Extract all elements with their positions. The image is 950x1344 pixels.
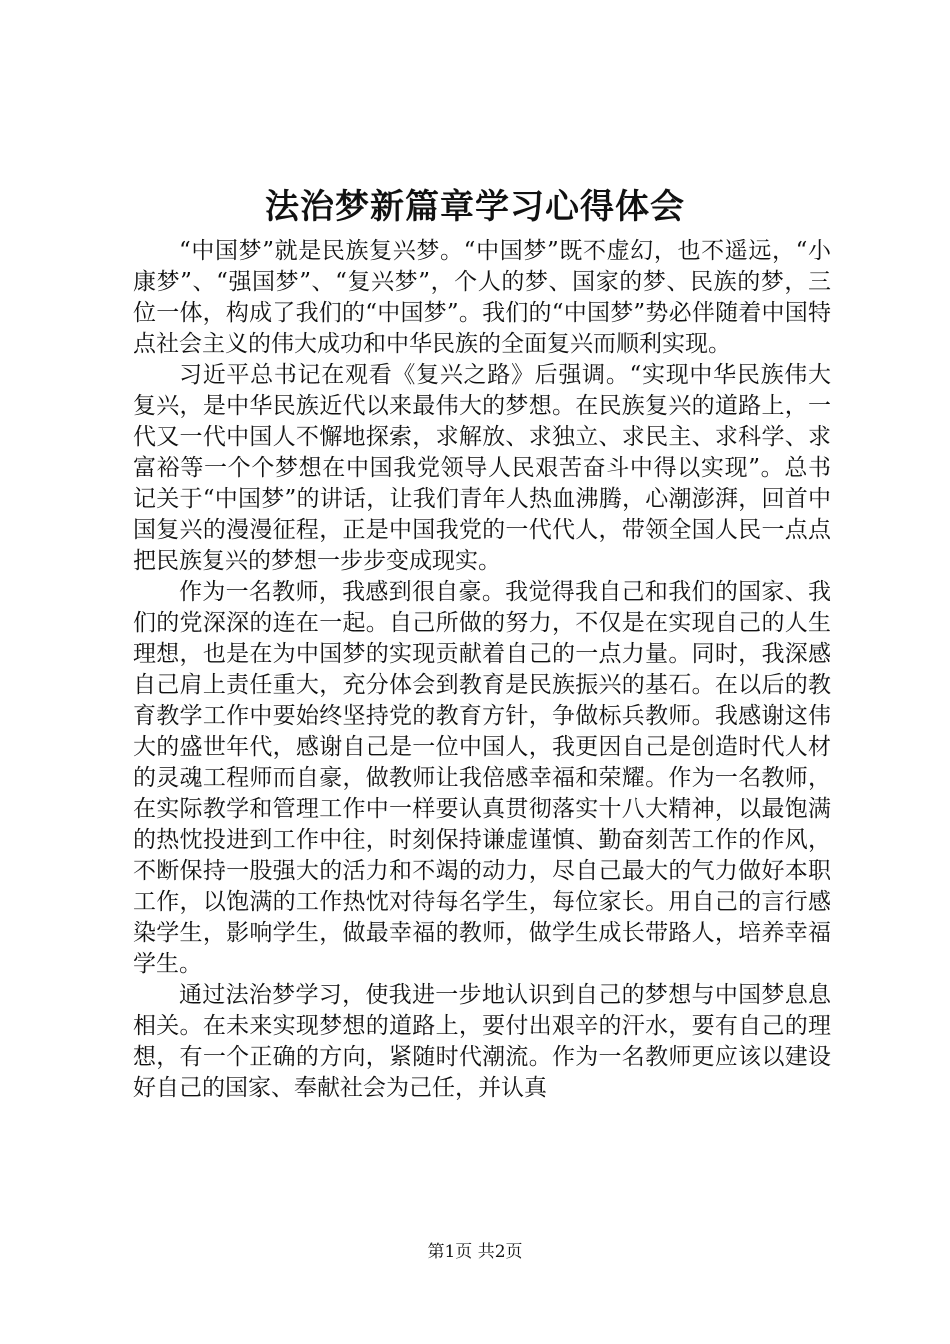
document-title: 法治梦新篇章学习心得体会 xyxy=(265,187,685,227)
paragraph-1: “中国梦”就是民族复兴梦。“中国梦”既不虚幻，也不遥远，“小康梦”、“强国梦”、“复兴梦”，个人的梦、国家的梦、民族的梦，三位一体，构成了我们的“中国梦”。我们的“中国梦”势必伴随着中国特点社会主义的伟大成功和中华民族的全面复兴而顺利实现。 xyxy=(133,238,831,357)
page-number: 第1页 共2页 xyxy=(427,1242,523,1262)
document-body xyxy=(133,236,831,1104)
paragraph-4: 通过法治梦学习，使我进一步地认识到自己的梦想与中国梦息息相关。在未来实现梦想的道路上，要付出艰辛的汗水，要有自己的理想，有一个正确的方向，紧随时代潮流。作为一名教师更应该以建设好自己的国家、奉献社会为己任，并认真 xyxy=(133,982,831,1101)
paragraph-3: 作为一名教师，我感到很自豪。我觉得我自己和我们的国家、我们的党深深的连在一起。自己所做的努力，不仅是在实现自己的人生理想，也是在为中国梦的实现贡献着自己的一点力量。同时，我深感自己肩上责任重大，充分体会到教育是民族振兴的基石。在以后的教育教学工作中要始终坚持党的教育方针，争做标兵教师。我感谢这伟大的盛世年代，感谢自己是一位中国人，我更因自己是创造时代人材的灵魂工程师而自豪，做教师让我倍感幸福和荣耀。作为一名教师，在实际教学和管理工作中一样要认真贯彻落实十八大精神，以最饱满的热忱投进到工作中往，时刻保持谦虚谨慎、勤奋刻苦工作的作风，不断保持一股强大的活力和不竭的动力，尽自己最大的气力做好本职工作，以饱满的工作热忱对待每名学生，每位家长。用自己的言行感染学生，影响学生，做最幸福的教师，做学生成长带路人，培养幸福学生。 xyxy=(133,579,831,977)
page-footer xyxy=(0,1240,950,1264)
paragraph-2: 习近平总书记在观看《复兴之路》后强调。“实现中华民族伟大复兴，是中华民族近代以来最伟大的梦想。在民族复兴的道路上，一代又一代中国人不懈地探索，求解放、求独立、求民主、求科学、求富裕等一个个梦想在中国我党领导人民艰苦奋斗中得以实现”。总书记关于“中国梦”的讲话，让我们青年人热血沸腾，心潮澎湃，回首中国复兴的漫漫征程，正是中国我党的一代代人，带领全国人民一点点把民族复兴的梦想一步步变成现实。 xyxy=(133,362,831,574)
